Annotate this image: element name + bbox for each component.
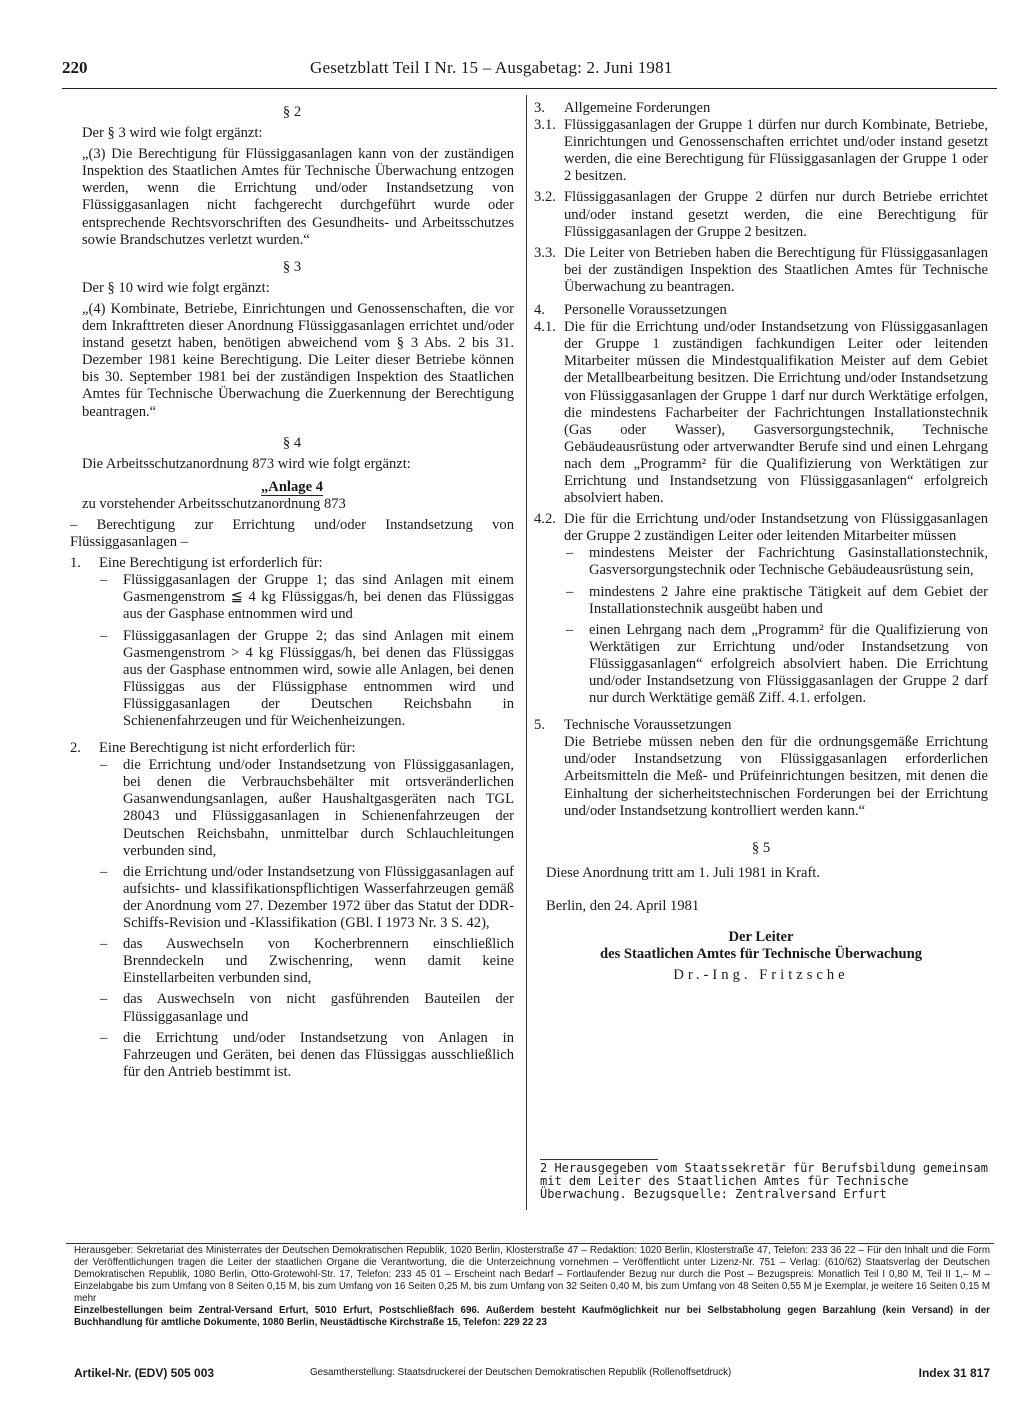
header-title: Gesetzblatt Teil I Nr. 15 – Ausgabetag: 2. Juni 1981 bbox=[310, 58, 673, 77]
printer-line: Gesamtherstellung: Staatsdruckerei der Deutschen Demokratischen Republik (Rollenoffsetdruck) bbox=[310, 1367, 732, 1378]
dash-marker: – bbox=[100, 757, 108, 774]
dash-marker: – bbox=[100, 1029, 108, 1046]
item-4-1-text: Die für die Errichtung und/oder Instandsetzung von Flüssiggasanlagen der Gruppe 1 zuständigen fachkundigen Leiter oder leitenden Mitarbeiter müssen die Mindestqualifikation Meister auf dem Gebiet der Metallbearbeitung besitzen. Die Errichtung und/oder Instandsetzung von Flüssiggasanlagen der Gruppe 1 darf nur durch Werktätige erfolgen, die mindestens Facharbeiter der Fachrichtungen Installationstechnik (Gas oder Wasser), Gasversorgungstechnik, Technische Gebäudeausrüstung oder artverwandter Berufe sind und einen Lehrgang nach dem „Programm² für die Qualifizierung von Werktätigen zur Errichtung und Instandsetzung von Flüssiggasanlagen“ erfolgreich absolviert haben. bbox=[564, 319, 988, 507]
item-3-3-label: 3.3. bbox=[534, 244, 556, 261]
dash-marker: – bbox=[100, 863, 108, 880]
list-item-2-dash-1 bbox=[70, 757, 514, 860]
header-rule bbox=[62, 88, 997, 89]
item-4-2 bbox=[534, 511, 988, 545]
page-number: 220 bbox=[62, 58, 88, 77]
footnote-rule bbox=[540, 1159, 658, 1160]
signature-title-2: des Staatlichen Amtes für Technische Überwachung bbox=[599, 946, 923, 963]
signature-name: Dr.-Ing. Fritzsche bbox=[673, 967, 849, 984]
item-3 bbox=[534, 100, 988, 117]
item-3-1 bbox=[534, 117, 988, 185]
item-5-body bbox=[534, 734, 988, 819]
anlage-title bbox=[70, 479, 514, 496]
dash-marker: – bbox=[100, 936, 108, 953]
dash-text: Flüssiggasanlagen der Gruppe 2; das sind Anlagen mit einem Gasmengenstrom > 4 kg Flüssiggas/h, bei denen das Flüssiggas aus der Gasphase entnommen wird, sowie alle Anlagen, bei denen Flüssiggas aus der Flüssigphase entnommen wird und Flüssiggasanlagen der Deutschen Reichsbahn in Schienenfahrzeugen und für Weichenheizungen. bbox=[123, 627, 514, 729]
item-5-text: Technische Voraussetzungen bbox=[564, 717, 732, 734]
section-2-text: „(3) Die Berechtigung für Flüssiggasanlagen kann von der zuständigen Inspektion des Staatlichen Amtes für Technische Überwachung entzogen werden, wenn die Errichtung und/oder Instandsetzung von Flüssiggasanlagen nicht fachgerecht durchgeführt wurde oder entsprechende Rechtsvorschriften des Gesundheits- und Arbeitsschutzes sowie Brandschutzes verletzt wurden.“ bbox=[82, 146, 514, 248]
item-4 bbox=[534, 302, 988, 319]
dash-marker: – bbox=[566, 583, 574, 600]
section-2-intro: Der § 3 wird wie folgt ergänzt: bbox=[82, 125, 263, 142]
list-item-1-text: Eine Berechtigung ist erforderlich für: bbox=[99, 555, 323, 572]
list-item-2-dash-3 bbox=[70, 936, 514, 987]
dash-text: mindestens Meister der Fachrichtung Gasinstallationstechnik, Gasversorgungstechnik oder Technische Gebäudeausrüstung sein, bbox=[589, 545, 988, 579]
anlage-subtitle: zu vorstehender Arbeitsschutzanordnung 873 bbox=[82, 495, 346, 512]
item-4-2-text: Die für die Errichtung und/oder Instandsetzung von Flüssiggasanlagen der Gruppe 2 zuständigen Leiter oder leitenden Mitarbeiter müssen bbox=[564, 511, 988, 545]
place-date: Berlin, den 24. April 1981 bbox=[546, 897, 700, 914]
item-4-2-dash-1 bbox=[534, 545, 988, 579]
section-2-heading: § 2 bbox=[282, 104, 302, 120]
dash-text: mindestens 2 Jahre eine praktische Tätigkeit auf dem Gebiet der Installationstechnik ausgeübt haben und bbox=[589, 583, 988, 617]
list-item-1 bbox=[70, 555, 514, 572]
section-4-intro: Die Arbeitsschutzanordnung 873 wird wie folgt ergänzt: bbox=[82, 455, 411, 472]
imprint-rule bbox=[66, 1243, 994, 1244]
item-3-2-text: Flüssiggasanlagen der Gruppe 2 dürfen nur durch Betriebe errichtet und/oder instand gesetzt werden, die eine Berechtigung für Flüssiggasanlagen der Gruppe 2 besitzen. bbox=[564, 189, 988, 240]
dash-text: die Errichtung und/oder Instandsetzung von Flüssiggasanlagen auf aufsichts- und klassifikationspflichtigen Wasserfahrzeugen gemäß der Anordnung vom 27. Dezember 1972 über das Statut der DDR-Schiffs-Revision und -Klassifikation (GBl. I 1973 Nr. 3 S. 42), bbox=[123, 863, 514, 932]
item-4-1 bbox=[534, 319, 988, 507]
list-item-1-label: 1. bbox=[70, 555, 81, 572]
item-3-3 bbox=[534, 245, 988, 296]
item-5 bbox=[534, 717, 988, 734]
section-4-heading: § 4 bbox=[282, 434, 302, 451]
list-item-1-dash-1 bbox=[70, 572, 514, 623]
section-5-text: Diese Anordnung tritt am 1. Juli 1981 in Kraft. bbox=[546, 864, 821, 881]
item-3-1-label: 3.1. bbox=[534, 117, 556, 134]
item-5-body-text: Die Betriebe müssen neben den für die ordnungsgemäße Errichtung und/oder Instandsetzung von Flüssiggasanlagen erforderlichen Arbeitsmitteln die Meß- und Prüfeinrichtungen besitzen, mit denen die Einhaltung der sicherheitstechnischen Forderungen bei der Errichtung und/oder Instandsetzung kontrolliert werden kann.“ bbox=[564, 734, 988, 819]
anlage-title-text: „Anlage 4 bbox=[260, 478, 324, 495]
dash-text: einen Lehrgang nach dem „Programm² für die Qualifizierung von Werktätigen zur Errichtung und/oder Instandsetzung von Flüssiggasanlagen“ erfolgreich absolviert haben. Die Errichtung und/oder Instandsetzung von Flüssiggasanlagen der Gruppe 2 darf nur durch Werktätige gemäß Ziff. 4.1. erfolgen. bbox=[589, 621, 988, 707]
signature-title-1: Der Leiter bbox=[728, 929, 794, 946]
footnote: 2 Herausgegeben vom Staatssekretär für Berufsbildung gemeinsam mit dem Leiter des Staatlichen Amtes für Technische Überwachung. Bezugsquelle: Zentralversand Erfurt bbox=[540, 1161, 988, 1201]
page-header bbox=[62, 58, 782, 84]
dash-text: die Errichtung und/oder Instandsetzung von Anlagen in Fahrzeugen und Geräten, bei denen das Flüssiggas ausschließlich für den Antrieb bestimmt ist. bbox=[123, 1029, 514, 1080]
item-5-label: 5. bbox=[534, 717, 545, 734]
imprint-orders: Einzelbestellungen beim Zentral-Versand Erfurt, 5010 Erfurt, Postschließfach 696. Außerdem besteht Kaufmöglichkeit nur bei Selbstabholung gegen Barzahlung (kein Versand) in der Buchhandlung für amtliche Dokumente, 1080 Berlin, Neustädtische Kirchstraße 15, Telefon: 229 22 23 bbox=[74, 1305, 990, 1328]
list-item-2 bbox=[70, 740, 514, 757]
dash-marker: – bbox=[100, 572, 108, 589]
list-item-2-label: 2. bbox=[70, 740, 81, 757]
dash-text: Flüssiggasanlagen der Gruppe 1; das sind Anlagen mit einem Gasmengenstrom ≦ 4 kg Flüssiggas/h, bei denen das Flüssiggas aus der Gasphase entnommen wird und bbox=[123, 572, 514, 623]
list-item-2-text: Eine Berechtigung ist nicht erforderlich für: bbox=[99, 740, 356, 757]
list-item-2-dash-2 bbox=[70, 864, 514, 932]
item-4-text: Personelle Voraussetzungen bbox=[564, 302, 727, 319]
imprint-text: Herausgeber: Sekretariat des Ministerrates der Deutschen Demokratischen Republik, 1020 Berlin, Klosterstraße 47 – Redaktion: 1020 Berlin, Klosterstraße 47, Telefon: 233 36 22 – Für den Inhalt und die Form der Veröffentlichungen tragen die Leiter der staatlichen Organe die Verantwortung, die die Unterzeichnung vornehmen – Veröffentlicht unter Lizenz-Nr. 751 – Verlag: (610/62) Staatsverlag der Deutschen Demokratischen Republik, 1080 Berlin, Otto-Grotewohl-Str. 17, Telefon: 233 45 01 – Erscheint nach Bedarf – Fortlaufender Bezug nur durch die Post – Bezugspreis: Monatlich Teil I 0,80 M, Teil II 1,– M – Einzelabgabe bis zum Umfang von 8 Seiten 0,15 M, bis zum Umfang von 16 Seiten 0,25 M, bis zum Umfang von 32 Seiten 0,40 M, bis zum Umfang von 48 Seiten 0,55 M je Exemplar, je weitere 16 Seiten 0,15 M mehr bbox=[74, 1245, 990, 1304]
imprint-bottom-row bbox=[74, 1366, 990, 1382]
list-item-1-dash-2 bbox=[70, 628, 514, 731]
section-3-text: „(4) Kombinate, Betriebe, Einrichtungen und Genossenschaften, die vor dem Inkrafttreten dieser Anordnung Flüssiggasanlagen errichtet und/oder instand gesetzt haben, benötigen abweichend vom § 3 Abs. 2 bis 31. Dezember 1981 keine Berechtigung. Die Leiter dieser Betriebe können bis 30. September 1981 bei der zuständigen Inspektion des Staatlichen Amtes für Technische Überwachung die Zuerkennung der Berechtigung beantragen.“ bbox=[82, 300, 514, 420]
index-number: Index 31 817 bbox=[918, 1366, 990, 1380]
dash-marker: – bbox=[566, 621, 574, 638]
section-5-heading: § 5 bbox=[751, 839, 771, 856]
item-4-2-dash-2 bbox=[534, 584, 988, 618]
left-column bbox=[70, 100, 514, 1081]
article-number: Artikel-Nr. (EDV) 505 003 bbox=[74, 1366, 215, 1380]
anlage-heading: – Berechtigung zur Errichtung und/oder Instandsetzung von Flüssiggasanlagen – bbox=[70, 516, 514, 551]
dash-marker: – bbox=[566, 545, 574, 562]
item-3-label: 3. bbox=[534, 100, 545, 116]
item-3-3-text: Die Leiter von Betrieben haben die Berechtigung für Flüssiggasanlagen bei der zuständigen Inspektion des Staatlichen Amtes für Technische Überwachung zu beantragen. bbox=[564, 244, 988, 295]
item-4-label: 4. bbox=[534, 302, 545, 319]
item-3-text: Allgemeine Forderungen bbox=[564, 100, 711, 116]
item-4-1-label: 4.1. bbox=[534, 319, 556, 336]
list-item-2-dash-5 bbox=[70, 1030, 514, 1081]
section-3-intro: Der § 10 wird wie folgt ergänzt: bbox=[82, 279, 270, 296]
item-4-2-label: 4.2. bbox=[534, 511, 556, 528]
item-3-2 bbox=[534, 189, 988, 240]
dash-text: die Errichtung und/oder Instandsetzung von Flüssiggasanlagen, bei denen die Verbrauchsbehälter mit ortsveränderlichen Gasanwendungsanlagen, außer Haushaltgasgeräten nach TGL 28043 und Flüssiggasanlagen in Schienenfahrzeugen der Deutschen Reichsbahn, unmittelbar durch Schlauchleitungen verbunden sind, bbox=[123, 757, 514, 859]
list-item-2-dash-4 bbox=[70, 991, 514, 1025]
item-4-2-dash-3 bbox=[534, 622, 988, 707]
section-3-heading: § 3 bbox=[282, 258, 302, 275]
dash-marker: – bbox=[100, 627, 108, 644]
right-column bbox=[534, 100, 988, 984]
imprint bbox=[74, 1245, 990, 1329]
column-divider bbox=[526, 95, 527, 1210]
dash-text: das Auswechseln von Kocherbrennern einschließlich Brenndeckeln und Zwischenring, wenn damit keine Einstellarbeiten verbunden sind, bbox=[123, 936, 514, 987]
dash-text: das Auswechseln von nicht gasführenden Bauteilen der Flüssiggasanlage und bbox=[123, 991, 514, 1025]
item-3-1-text: Flüssiggasanlagen der Gruppe 1 dürfen nur durch Kombinate, Betriebe, Einrichtungen und Genossenschaften errichtet und/oder instand gesetzt werden, die eine Berechtigung für Flüssiggasanlagen der Gruppe 1 oder 2 besitzen. bbox=[564, 117, 988, 185]
dash-marker: – bbox=[100, 991, 108, 1008]
item-3-2-label: 3.2. bbox=[534, 189, 556, 206]
